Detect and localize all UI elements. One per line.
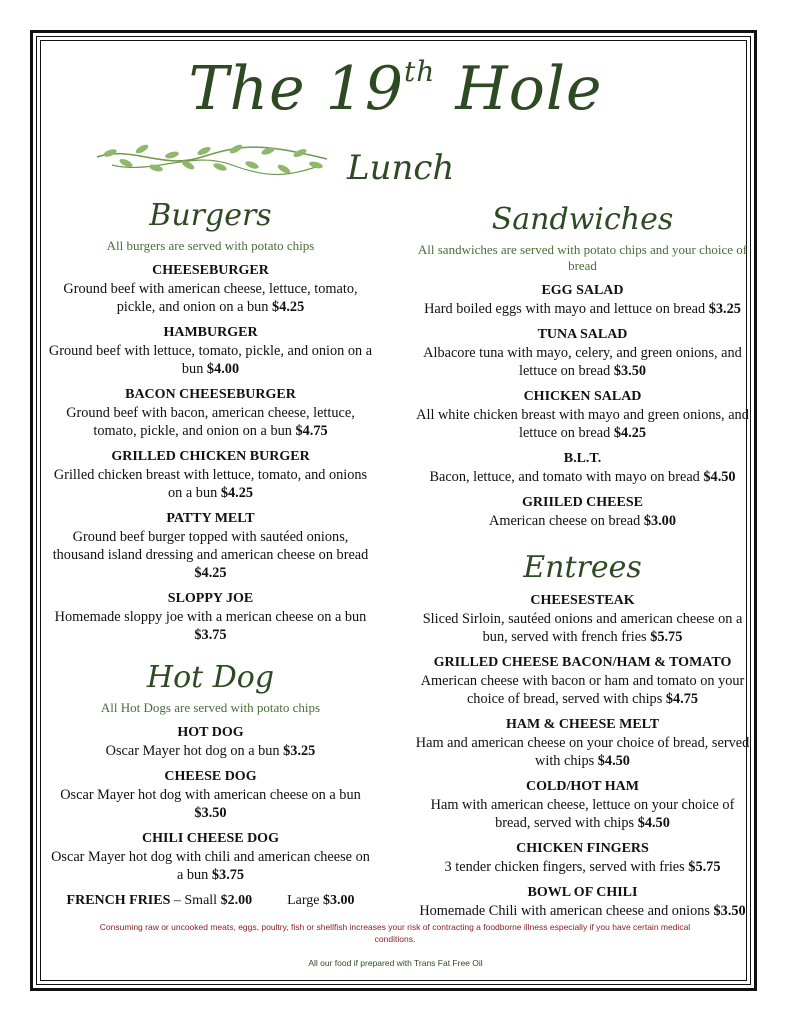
menu-item-price: $3.75 bbox=[211, 867, 245, 883]
menu-item-price: $4.75 bbox=[295, 423, 328, 439]
menu-item-description-text: Ham with american cheese, lettuce on your choice of bread, served with chips bbox=[430, 797, 735, 831]
menu-item-price: $3.50 bbox=[713, 903, 746, 919]
menu-item-description-text: Homemade Chili with american cheese and onions bbox=[419, 903, 710, 919]
menu-item-description-text: Homemade sloppy joe with a merican cheese on a bun bbox=[54, 609, 367, 625]
menu-item-price: $4.75 bbox=[665, 691, 699, 707]
menu-item bbox=[415, 450, 750, 486]
menu-item-price: $4.25 bbox=[613, 425, 647, 441]
menu-item bbox=[415, 388, 750, 442]
menu-item bbox=[48, 324, 373, 378]
menu-item-name: PATTY MELT bbox=[166, 511, 255, 526]
sandwiches-list bbox=[415, 282, 750, 530]
menu-item-description-text: 3 tender chicken fingers, served with fries bbox=[444, 859, 685, 875]
menu-item bbox=[48, 262, 373, 316]
menu-item-description-text: Oscar Mayer hot dog with american cheese on a bun bbox=[60, 787, 361, 803]
burgers-note: All burgers are served with potato chips bbox=[106, 238, 315, 253]
sandwiches-note: All sandwiches are served with potato chips and your choice of bread bbox=[417, 242, 748, 273]
menu-item-description-text: American cheese on bread bbox=[489, 513, 641, 529]
lunch-heading: Lunch bbox=[347, 148, 455, 188]
title-superscript: th bbox=[404, 55, 436, 88]
menu-item-name: B.L.T. bbox=[563, 451, 602, 466]
entrees-title: Entrees bbox=[523, 550, 642, 585]
burgers-list bbox=[48, 262, 373, 644]
menu-item-description-text: Hard boiled eggs with mayo and lettuce on bread bbox=[424, 301, 706, 317]
menu-item-description-text: American cheese with bacon or ham and tomato on your choice of bread, served with chips bbox=[420, 673, 745, 707]
menu-item-description bbox=[415, 344, 750, 380]
french-fries-line bbox=[48, 892, 373, 910]
menu-item-description-text: Bacon, lettuce, and tomato with mayo on bread bbox=[429, 469, 700, 485]
menu-item-description bbox=[48, 608, 373, 644]
menu-item-description bbox=[415, 300, 750, 318]
menu-item bbox=[48, 768, 373, 822]
hotdog-note: All Hot Dogs are served with potato chips bbox=[100, 700, 321, 715]
menu-item-price: $4.50 bbox=[597, 753, 630, 769]
menu-item-description bbox=[415, 512, 750, 530]
menu-item-description bbox=[415, 672, 750, 708]
fries-large-label: Large bbox=[287, 893, 323, 908]
menu-item bbox=[415, 592, 750, 646]
menu-item-name: SLOPPY JOE bbox=[167, 591, 254, 606]
trans-fat-note: All our food if prepared with Trans Fat Free Oil bbox=[308, 958, 483, 968]
menu-item-name: BACON CHEESEBURGER bbox=[125, 387, 296, 402]
menu-item-description-text: Oscar Mayer hot dog on a bun bbox=[105, 743, 280, 759]
menu-item-description bbox=[48, 786, 373, 822]
menu-item-price: $3.50 bbox=[194, 805, 227, 821]
menu-item-name: CHILI CHEESE DOG bbox=[142, 831, 279, 846]
menu-item-name: HAMBURGER bbox=[163, 325, 258, 340]
menu-item-description bbox=[415, 406, 750, 442]
left-column bbox=[48, 196, 373, 910]
menu-item-price: $4.25 bbox=[272, 299, 305, 315]
menu-item-description bbox=[415, 796, 750, 832]
menu-item-name: CHEESEBURGER bbox=[152, 263, 269, 278]
menu-item-description-text: All white chicken breast with mayo and green onions, and lettuce on bread bbox=[416, 407, 749, 441]
menu-item-description-text: Ground beef with lettuce, tomato, pickle, and onion on a bun bbox=[48, 343, 373, 377]
fries-small-label: – Small bbox=[170, 893, 221, 908]
menu-item-description bbox=[48, 848, 373, 884]
title-end: Hole bbox=[435, 54, 603, 124]
burgers-title: Burgers bbox=[149, 198, 272, 233]
menu-item-price: $4.00 bbox=[206, 361, 240, 377]
menu-item-price: $4.50 bbox=[703, 469, 736, 485]
menu-item-price: $3.25 bbox=[283, 743, 316, 759]
fries-label: FRENCH FRIES bbox=[66, 893, 171, 908]
menu-item-description-text: Oscar Mayer hot dog with chili and american cheese on a bun bbox=[51, 849, 370, 883]
menu-item-description bbox=[48, 742, 373, 760]
menu-item-name: HAM & CHEESE MELT bbox=[505, 717, 660, 732]
menu-item-name: GRIILED CHEESE bbox=[522, 495, 643, 510]
sandwiches-title: Sandwiches bbox=[491, 202, 674, 237]
menu-item bbox=[415, 778, 750, 832]
entrees-list bbox=[415, 592, 750, 920]
menu-item bbox=[415, 716, 750, 770]
menu-item-price: $4.50 bbox=[637, 815, 670, 831]
menu-item-price: $3.00 bbox=[643, 513, 676, 529]
menu-item-name: CHICKEN SALAD bbox=[523, 389, 642, 404]
menu-item-description-text: Albacore tuna with mayo, celery, and green onions, and lettuce on bread bbox=[423, 345, 742, 379]
fries-large-price: $3.00 bbox=[322, 893, 355, 908]
food-safety-disclaimer: Consuming raw or uncooked meats, eggs, poultry, fish or shellfish increases your risk of contracting a foodborne illness especially if you have certain medical conditions. bbox=[99, 922, 691, 944]
hotdog-title: Hot Dog bbox=[146, 660, 275, 695]
menu-item-name: CHEESE DOG bbox=[164, 769, 257, 784]
title-main: The 19 bbox=[188, 54, 405, 124]
menu-item-price: $5.75 bbox=[688, 859, 721, 875]
menu-item-description bbox=[415, 858, 750, 876]
menu-item bbox=[415, 884, 750, 920]
menu-item-name: COLD/HOT HAM bbox=[526, 779, 639, 794]
menu-item-name: CHEESESTEAK bbox=[530, 593, 635, 608]
menu-item bbox=[415, 326, 750, 380]
hotdog-list bbox=[48, 724, 373, 884]
vine-leaves-icon bbox=[92, 135, 332, 185]
menu-item-description bbox=[48, 404, 373, 440]
menu-item-price: $3.75 bbox=[194, 627, 227, 643]
menu-item bbox=[415, 654, 750, 708]
menu-item-name: CHICKEN FINGERS bbox=[516, 841, 649, 856]
fries-small-price: $2.00 bbox=[220, 893, 253, 908]
menu-item bbox=[415, 282, 750, 318]
menu-item bbox=[48, 830, 373, 884]
menu-item bbox=[415, 494, 750, 530]
menu-item-description bbox=[415, 902, 750, 920]
menu-title bbox=[0, 54, 791, 124]
menu-item-description-text: Ground beef with american cheese, lettuce, tomato, pickle, and onion on a bun bbox=[63, 281, 358, 315]
menu-item-description-text: Ground beef burger topped with sautéed onions, thousand island dressing and american cheese on bread bbox=[52, 529, 369, 563]
menu-item-name: GRILLED CHEESE BACON/HAM & TOMATO bbox=[433, 655, 732, 670]
menu-item-name: TUNA SALAD bbox=[537, 327, 628, 342]
menu-item-price: $3.50 bbox=[613, 363, 647, 379]
menu-item bbox=[48, 510, 373, 582]
menu-item bbox=[415, 840, 750, 876]
menu-item bbox=[48, 590, 373, 644]
menu-item-name: GRILLED CHICKEN BURGER bbox=[111, 449, 310, 464]
menu-item-description bbox=[48, 528, 373, 582]
menu-item bbox=[48, 724, 373, 760]
menu-item-name: HOT DOG bbox=[177, 725, 244, 740]
menu-item-price: $3.25 bbox=[708, 301, 741, 317]
menu-item-description bbox=[415, 610, 750, 646]
menu-item-description-text: Ground beef with bacon, american cheese, lettuce, tomato, pickle, and onion on a bun bbox=[66, 405, 355, 439]
menu-item-name: BOWL OF CHILI bbox=[527, 885, 638, 900]
menu-item-description bbox=[415, 468, 750, 486]
menu-item-description-text: Ham and american cheese on your choice of bread, served with chips bbox=[415, 735, 750, 769]
menu-item-name: EGG SALAD bbox=[541, 283, 624, 298]
menu-item-description-text: Grilled chicken breast with lettuce, tomato, and onions on a bun bbox=[53, 467, 368, 501]
menu-item-price: $5.75 bbox=[650, 629, 683, 645]
menu-item bbox=[48, 386, 373, 440]
right-column bbox=[415, 200, 750, 928]
menu-item-description bbox=[415, 734, 750, 770]
menu-item-description bbox=[48, 342, 373, 378]
menu-item-price: $4.25 bbox=[220, 485, 253, 501]
menu-item-description bbox=[48, 280, 373, 316]
menu-item-price: $4.25 bbox=[194, 565, 227, 581]
menu-item bbox=[48, 448, 373, 502]
menu-item-description-text: Sliced Sirloin, sautéed onions and american cheese on a bun, served with french fries bbox=[422, 611, 743, 645]
menu-item-description bbox=[48, 466, 373, 502]
